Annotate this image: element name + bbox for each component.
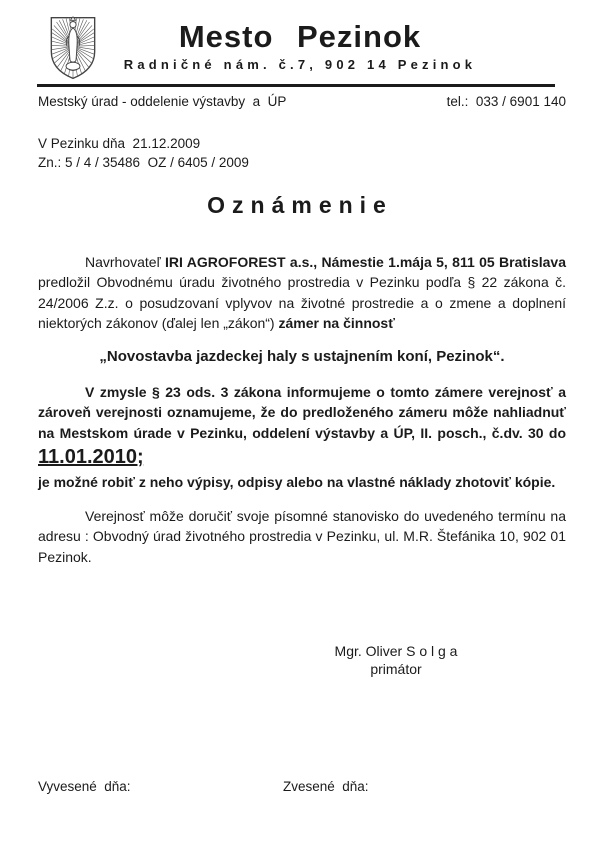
paragraph-inspection	[38, 382, 566, 492]
signature-block	[318, 643, 474, 678]
document-body	[38, 252, 566, 567]
city-name: Mesto Pezinok	[178, 19, 422, 54]
text-segment: V zmysle § 23 ods. 3 zákona informujeme o tomto zámere verejnosť a zároveň verejnosti oznamujeme, že do predloženého zámeru môže nahliadnuť na Mestskom úrade v Pezinku, oddelení výstavby a ÚP, II. posch., č.dv. 30 do	[38, 383, 566, 441]
posted-date-label: Vyvesené dňa:	[38, 779, 131, 794]
removed-date-label: Zvesené dňa:	[283, 779, 369, 794]
reference-number: Zn.: 5 / 4 / 35486 OZ / 6405 / 2009	[38, 154, 249, 170]
header-divider	[37, 84, 555, 87]
deadline-date: 11.01.2010;	[38, 445, 144, 468]
paragraph-statement	[38, 506, 566, 567]
signatory-name: Mgr. Oliver S o l g a	[334, 643, 458, 659]
document-title: Oznámenie	[207, 192, 393, 218]
signatory-role: primátor	[370, 660, 422, 677]
intent-phrase: zámer na činnosť	[278, 314, 395, 331]
phone-label: tel.: 033 / 6901 140	[446, 94, 566, 109]
place-date: V Pezinku dňa 21.12.2009	[38, 136, 201, 151]
text-segment: Verejnosť môže doručiť svoje písomné stanovisko do uvedeného termínu na adresu : Obvodný úrad životného prostredia v Pezinku, ul. M.R. Štefánika 10, 902 01 Pezinok.	[38, 508, 566, 565]
subject-line: „Novostavba jazdeckej haly s ustajnením koní, Pezinok“.	[99, 348, 505, 366]
department-label: Mestský úrad - oddelenie výstavby a ÚP	[38, 94, 287, 109]
paragraph-intro	[38, 252, 566, 333]
text-segment: Navrhovateľ	[85, 254, 166, 270]
applicant-name: IRI AGROFOREST a.s., Námestie 1.mája 5, 811 05 Bratislava	[165, 254, 566, 270]
text-segment: predložil Obvodnému úradu životného prostredia v Pezinku podľa § 22 zákona č. 24/2006 Z.z. o posudzovaní vplyvov na životné prostredie a o zmene a doplnení niektorých zákonov (ďalej len „zákon“)	[38, 274, 566, 331]
text-segment: je možné robiť z neho výpisy, odpisy alebo na vlastné náklady zhotoviť kópie.	[38, 473, 556, 490]
document-meta	[38, 135, 249, 173]
city-address: Radničné nám. č.7, 902 14 Pezinok	[123, 57, 477, 73]
letterhead	[0, 20, 600, 72]
department-row	[38, 94, 566, 109]
